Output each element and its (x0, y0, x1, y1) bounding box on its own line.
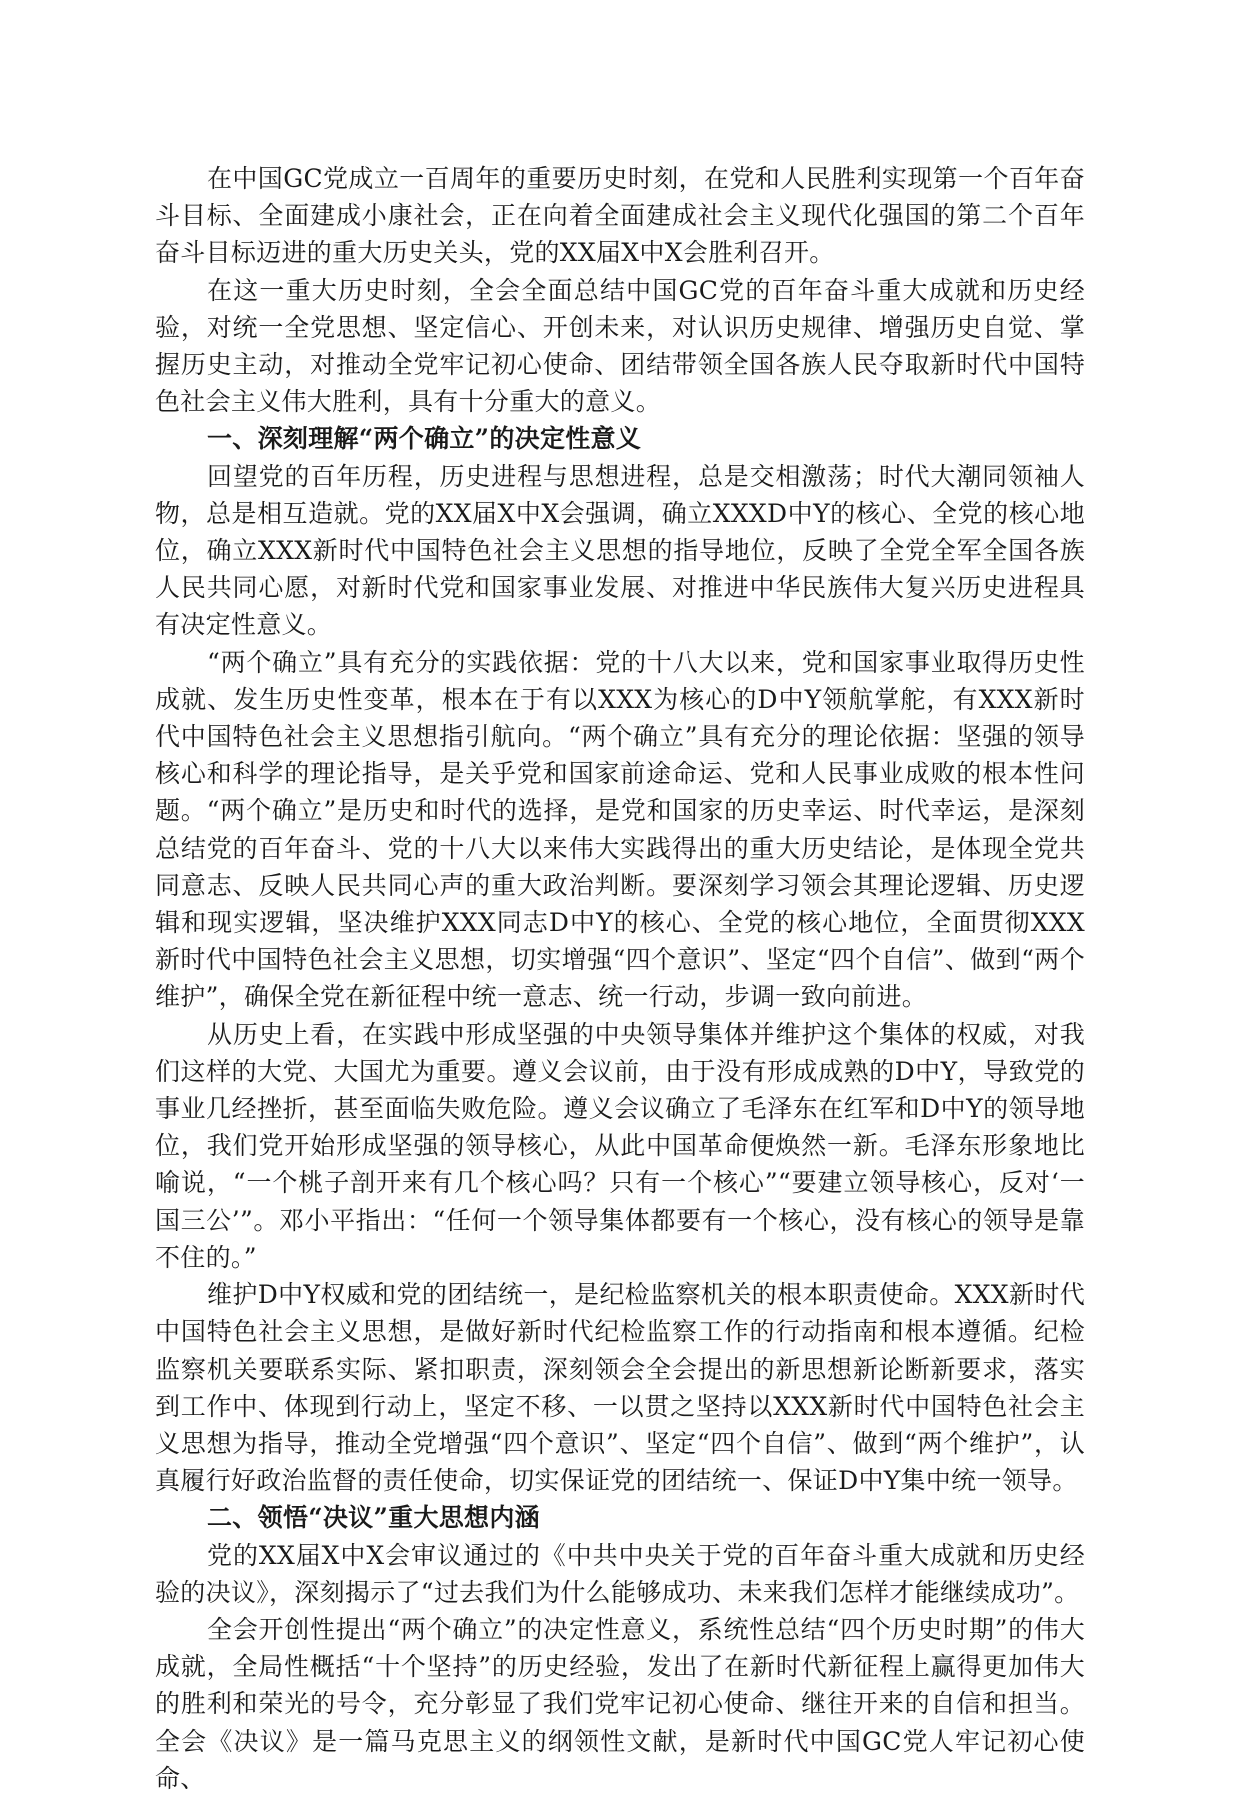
paragraph: 从历史上看，在实践中形成坚强的中央领导集体并维护这个集体的权威，对我们这样的大党、大国尤为重要。遵义会议前，由于没有形成成熟的D中Y，导致党的事业几经挫折，甚至面临失败危险。遵义会议确立了毛泽东在红军和D中Y的领导地位，我们党开始形成坚强的领导核心，从此中国革命便焕然一新。毛泽东形象地比喻说，“一个桃子剖开来有几个核心吗？只有一个核心”“要建立领导核心，反对‘一国三公’”。邓小平指出：“任何一个领导集体都要有一个核心，没有核心的领导是靠不住的。” (155, 1019, 1085, 1272)
paragraph: 在中国GC党成立一百周年的重要历史时刻，在党和人民胜利实现第一个百年奋斗目标、全面建成小康社会，正在向着全面建成社会主义现代化强国的第二个百年奋斗目标迈进的重大历史关头，党的XX届X中X会胜利召开。 (155, 164, 1085, 268)
section-heading: 二、领悟“决议”重大思想内涵 (207, 1503, 540, 1533)
paragraph: “两个确立”具有充分的实践依据：党的十八大以来，党和国家事业取得历史性成就、发生历史性变革，根本在于有以XXX为核心的D中Y领航掌舵，有XXX新时代中国特色社会主义思想指引航向。“两个确立”具有充分的理论依据：坚强的领导核心和科学的理论指导，是关乎党和国家前途命运、党和人民事业成败的根本性问题。“两个确立”是历史和时代的选择，是党和国家的历史幸运、时代幸运，是深刻总结党的百年奋斗、党的十八大以来伟大实践得出的重大历史结论，是体现全党共同意志、反映人民共同心声的重大政治判断。要深刻学习领会其理论逻辑、历史逻辑和现实逻辑，坚决维护XXX同志D中Y的核心、全党的核心地位，全面贯彻XXX新时代中国特色社会主义思想，切实增强“四个意识”、坚定“四个自信”、做到“两个维护”，确保全党在新征程中统一意志、统一行动，步调一致向前进。 (155, 647, 1085, 1012)
paragraph: 回望党的百年历程，历史进程与思想进程，总是交相激荡；时代大潮同领袖人物，总是相互造就。党的XX届X中X会强调，确立XXXD中Y的核心、全党的核心地位，确立XXX新时代中国特色社会主义思想的指导地位，反映了全党全军全国各族人民共同心愿，对新时代党和国家事业发展、对推进中华民族伟大复兴历史进程具有决定性意义。 (155, 461, 1085, 640)
paragraph: 党的XX届X中X会审议通过的《中共中央关于党的百年奋斗重大成就和历史经验的决议》，深刻揭示了“过去我们为什么能够成功、未来我们怎样才能继续成功”。 (155, 1540, 1085, 1607)
section-heading: 一、深刻理解“两个确立”的决定性意义 (207, 424, 642, 454)
paragraph: 全会开创性提出“两个确立”的决定性意义，系统性总结“四个历史时期”的伟大成就，全局性概括“十个坚持”的历史经验，发出了在新时代新征程上赢得更加伟大的胜利和荣光的号令，充分彰显了我们党牢记初心使命、继往开来的自信和担当。全会《决议》是一篇马克思主义的纲领性文献，是新时代中国GC党人牢记初心使命、 (155, 1614, 1085, 1793)
paragraph: 在这一重大历史时刻，全会全面总结中国GC党的百年奋斗重大成就和历史经验，对统一全党思想、坚定信心、开创未来，对认识历史规律、增强历史自觉、掌握历史主动，对推动全党牢记初心使命、团结带领全国各族人民夺取新时代中国特色社会主义伟大胜利，具有十分重大的意义。 (155, 275, 1085, 417)
document-page (155, 160, 1085, 1797)
paragraph: 维护D中Y权威和党的团结统一，是纪检监察机关的根本职责使命。XXX新时代中国特色社会主义思想，是做好新时代纪检监察工作的行动指南和根本遵循。纪检监察机关要联系实际、紧扣职责，深刻领会全会提出的新思想新论断新要求，落实到工作中、体现到行动上，坚定不移、一以贯之坚持以XXX新时代中国特色社会主义思想为指导，推动全党增强“四个意识”、坚定“四个自信”、做到“两个维护”，认真履行好政治监督的责任使命，切实保证党的团结统一、保证D中Y集中统一领导。 (155, 1280, 1085, 1496)
